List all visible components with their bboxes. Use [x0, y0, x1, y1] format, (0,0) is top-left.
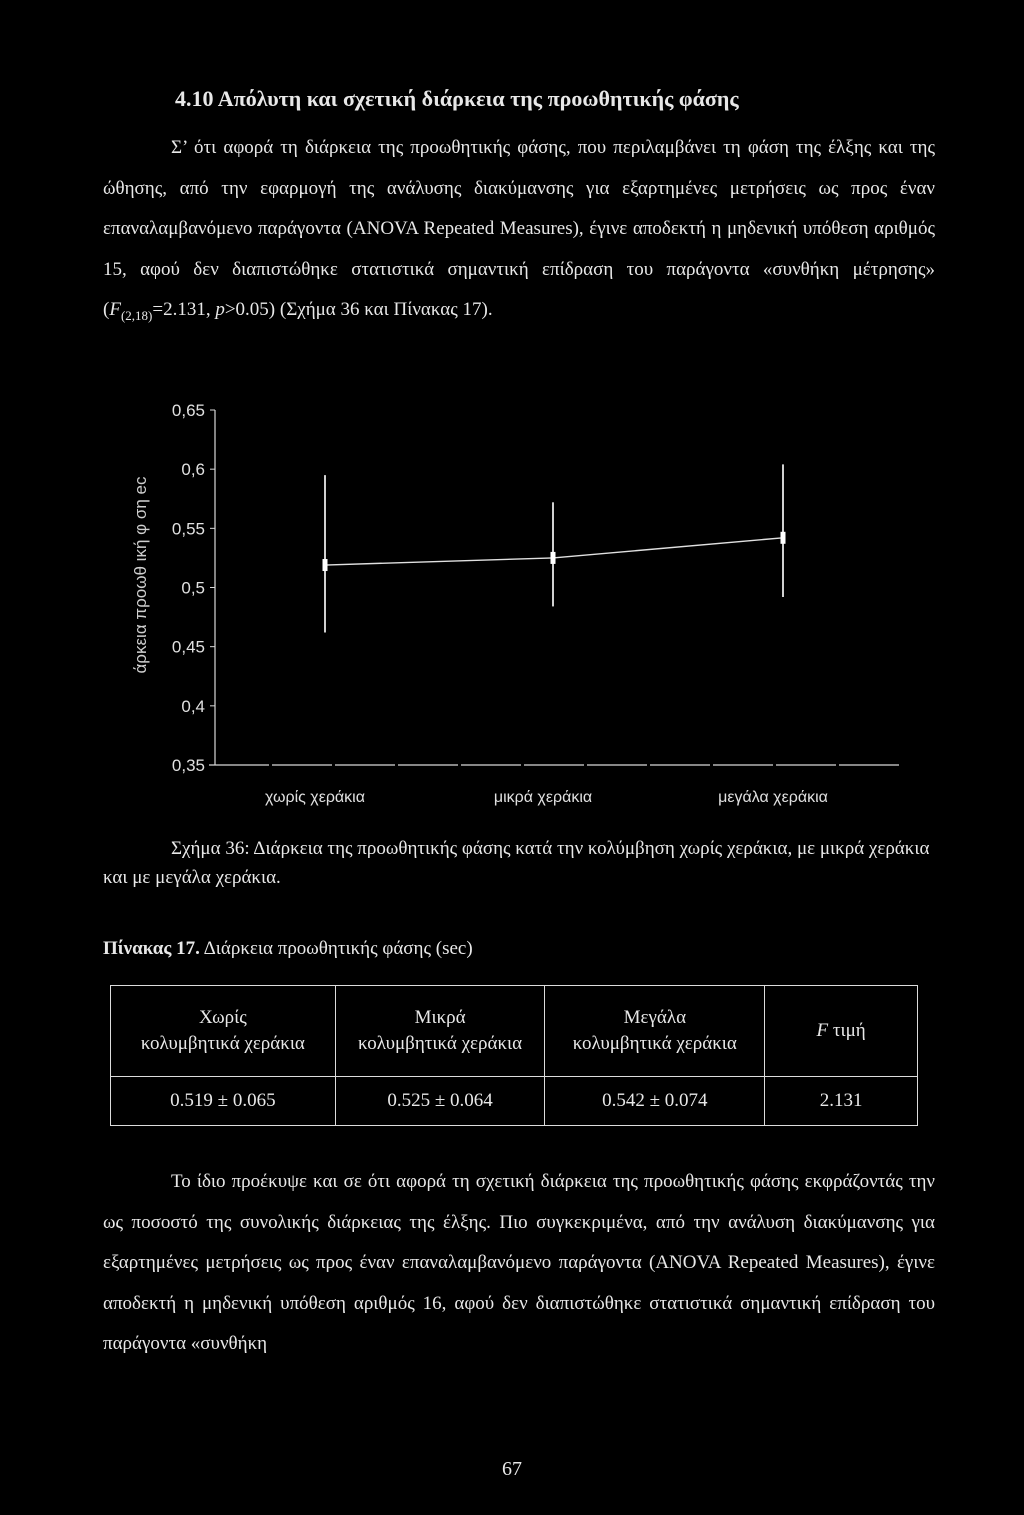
header-f-value	[765, 986, 918, 1077]
y-tick-label: 0,45	[171, 637, 205, 657]
table-title-text: Διάρκεια προωθητικής φάσης (sec)	[199, 938, 473, 959]
figure-36	[120, 390, 920, 825]
figure-caption-text: Σχήμα 36: Διάρκεια της προωθητικής φάσης κατά την κολύμβηση χωρίς χεράκια, με μικρά χεράκια και με μεγάλα χεράκια.	[103, 838, 930, 888]
figure-caption	[103, 834, 935, 892]
y-tick-label: 0,65	[171, 401, 205, 420]
y-tick-label: 0,4	[181, 696, 205, 716]
table-header-row	[111, 986, 918, 1077]
header-line2: κολυμβητικά χεράκια	[572, 1033, 737, 1054]
x-category-label: μικρά χεράκια	[493, 789, 593, 806]
mean-marker	[781, 532, 786, 544]
series-connector	[325, 558, 553, 565]
p-symbol: p	[215, 299, 225, 320]
para1-text: Σ’ ότι αφορά τη διάρκεια της προωθητικής φάσης, που περιλαμβάνει τη φάση της έλξης και της ώθησης, από την εφαρμογή της ανάλυσης διακύμανσης για εξαρτημένες μετρήσεις ως προς έναν επαναλαμβανόμενο παράγοντα (ANOVA Repeated Measures), έγινε αποδεκτή η μηδενική υπόθεση αριθμός 15, αφού δεν διαπιστώθηκε στατιστικά σημαντική επίδραση του παράγοντα «συνθήκη μέτρησης» (	[103, 137, 935, 320]
y-tick-label: 0,6	[181, 460, 205, 480]
table-title	[103, 938, 473, 960]
cell-small-paddles: 0.525 ± 0.064	[335, 1077, 545, 1126]
f-header-text: τιμή	[828, 1020, 866, 1041]
para2-text: Το ίδιο προέκυψε και σε ότι αφορά τη σχετική διάρκεια της προωθητικής φάσης εκφράζοντάς την ως ποσοστό της συνολικής διάρκειας της έλξης. Πιο συγκεκριμένα, από την ανάλυση διακύμανσης για εξαρτημένες μετρήσεις ως προς έναν επαναλαμβανόμενο παράγοντα (ANOVA Repeated Measures), έγινε αποδεκτή η μηδενική υπόθεση αριθμός 16, αφού δεν διαπιστώθηκε στατιστικά σημαντική επίδραση του παράγοντα «συνθήκη	[103, 1171, 935, 1354]
intro-paragraph	[103, 128, 935, 336]
header-no-paddles	[111, 986, 336, 1077]
cell-f-value: 2.131	[765, 1077, 918, 1126]
x-category-label: χωρίς χεράκια	[265, 789, 365, 806]
header-small-paddles	[335, 986, 545, 1077]
x-category-label: μεγάλα χεράκια	[718, 789, 828, 806]
f-symbol: F	[109, 299, 121, 320]
p-value-reference: >0.05) (Σχήμα 36 και Πίνακας 17).	[224, 299, 493, 320]
header-line1: Χωρίς	[198, 1007, 247, 1028]
f-degrees: (2,18)	[120, 307, 153, 323]
table-row	[111, 1077, 918, 1126]
header-line2: κολυμβητικά χεράκια	[140, 1033, 305, 1054]
mean-marker	[323, 559, 328, 571]
duration-chart	[120, 390, 920, 820]
y-tick-label: 0,35	[171, 756, 205, 775]
header-large-paddles	[545, 986, 765, 1077]
section-heading: 4.10 Απόλυτη και σχετική διάρκεια της προωθητικής φάσης	[175, 86, 739, 111]
table-number: Πίνακας 17.	[103, 938, 200, 959]
f-value: =2.131,	[152, 299, 216, 320]
mean-marker	[551, 552, 556, 564]
closing-paragraph	[103, 1162, 935, 1365]
header-line1: Μικρά	[414, 1007, 466, 1028]
header-line2: κολυμβητικά χεράκια	[358, 1033, 523, 1054]
y-tick-label: 0,5	[181, 578, 205, 598]
header-line1: Μεγάλα	[623, 1007, 687, 1028]
cell-large-paddles: 0.542 ± 0.074	[545, 1077, 765, 1126]
cell-no-paddles: 0.519 ± 0.065	[111, 1077, 336, 1126]
f-header-symbol: F	[816, 1020, 829, 1041]
page-number: 67	[502, 1458, 522, 1480]
y-axis-label: άρκεια προωθ ική φ ση ec	[131, 476, 150, 674]
y-tick-label: 0,55	[171, 519, 205, 539]
results-table	[110, 985, 918, 1126]
series-connector	[553, 538, 783, 558]
